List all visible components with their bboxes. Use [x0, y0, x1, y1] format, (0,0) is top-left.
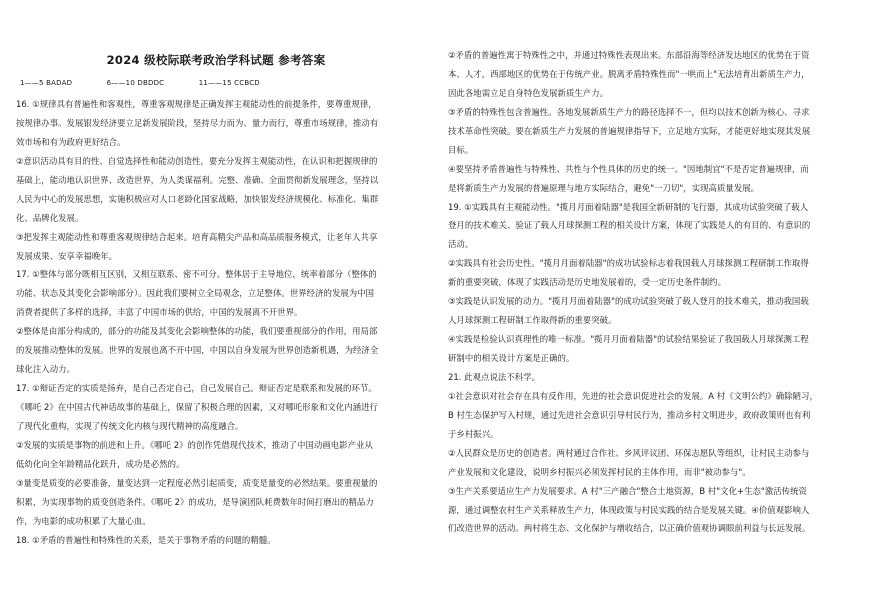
answer-line: ②矛盾的普遍性寓于特殊性之中，并通过特殊性表现出来。东部沿海等经济发达地区的优势在于资 [448, 50, 810, 60]
answer-line: ③生产关系要适应生产力发展要求。A 村"三产融合"整合土地资源，B 村"文化+生态"激活传统资 [448, 485, 807, 496]
answer-line: 源，通过调整农村生产关系释放生产力，体现政策与村民实践的结合是发展关键。④价值观影响人 [448, 504, 810, 515]
answer-line: 们改造世界的活动。两村将生态、文化保护与增收结合，以正确价值观协调眼前利益与长远发展。 [448, 523, 811, 534]
answer-line: ④实践是检验认识真理性的唯一标准。"揽月月面着陆器"的试验结果验证了我国载人月球探测工程 [448, 334, 809, 345]
answer-line: 是将新质生产力发展的普遍原理与地方实际结合，避免"一刀切"，实现高质量发展。 [448, 182, 760, 193]
choice-answer-1-5: 1——5 BADAD [20, 79, 73, 87]
answer-line: ④要坚持矛盾普遍性与特殊性、共性与个性具体的历史的统一。"因地制宜"不是否定普遍规律，而 [448, 163, 809, 174]
choice-answer-6-10: 6——10 DBDDC [106, 79, 165, 87]
answer-line: 了现代化重构，实现了传统文化内核与现代精神的高度融合。 [16, 420, 244, 431]
answer-line: ②人民群众是历史的创造者。两村通过合作社、乡风评议团、环保志愿队等组织，让村民主动参与 [448, 447, 810, 458]
answer-line: 功能、状态及其变化会影响部分）。因此我们要树立全局观念，立足整体。世界经济的发展为中国 [16, 288, 375, 299]
answer-line: 按规律办事。发展银发经济要立足新发展阶段，坚持尽力而为、量力而行，尊重市场规律，推动有 [16, 117, 379, 128]
answer-line: ③量变是质变的必要准备，量变达到一定程度必然引起质变，质变是量变的必然结果。要重视量的 [16, 477, 378, 488]
answer-line: 化、品牌化发展。 [16, 212, 84, 223]
right-answer-text [448, 46, 848, 538]
answer-line: 的发展推动整体的发展。世界的发展也离不开中国，中国以自身发展为世界创造新机遇，为经济全 [16, 345, 379, 356]
answer-line: 目标。 [448, 144, 474, 155]
page-title: 2024 级校际联考政治学科试题 参考答案 [106, 53, 326, 67]
answer-line: 球化注入动力。 [16, 364, 75, 375]
answer-line: ②意识活动具有目的性、自觉选择性和能动创造性，要充分发挥主观能动性，在认识和把握规律的 [16, 155, 378, 166]
answer-line: 活动。 [448, 239, 474, 250]
answer-line: 作，为电影的成功积累了大量心血。 [16, 515, 151, 526]
choice-answers [20, 79, 292, 87]
answer-line: 因此各地需立足自身特色发展新质生产力。 [448, 87, 609, 98]
answer-line: ②实践具有社会历史性。"揽月月面着陆器"的成功试验标志着我国载人月球探测工程研制工作取得 [448, 258, 809, 269]
answer-line: 人月球探测工程研制工作取得新的重要突破。 [448, 315, 617, 326]
answer-line: 基础上，能动地认识世界、改造世界，为人类谋福利。完整、准确、全面贯彻新发展理念，坚持以 [16, 174, 379, 185]
answer-line: 研制中的相关设计方案是正确的。 [448, 353, 575, 363]
answer-line: 新的重要突破，体现了实践活动是历史地发展着的，受一定历史条件制约。 [448, 277, 727, 288]
answer-line: 17. ①整体与部分既相互区别，又相互联系、密不可分。整体居于主导地位，统率着部分（整体的 [16, 269, 377, 280]
answer-line: 登月的技术难关、验证了载人月球探测工程的相关设计方案，体现了实践是人的有目的、有意识的 [448, 220, 811, 231]
answer-line: 发展成果、安享幸福晚年。 [16, 250, 118, 261]
choice-answer-11-15: 11——15 CCBCD [198, 79, 260, 87]
answer-line: 于乡村振兴。 [448, 428, 499, 439]
answer-line: 积累，为实现事物的质变创造条件。《哪吒 2》的成功，是导演团队耗费数年时间打磨出的精品力 [16, 496, 374, 507]
left-answer-text [16, 95, 416, 550]
answer-line: ③实践是认识发展的动力。"揽月月面着陆器"的成功试验突破了载人登月的技术难关，推动我国载 [448, 296, 809, 307]
answer-line: 19. ①实践具有主观能动性。"揽月月面着陆器"是我国全新研制的飞行器，其成功试验突破了载人 [448, 201, 809, 212]
answer-line: 18. ①矛盾的普遍性和特殊性的关系，是关于事物矛盾的问题的精髓。 [16, 534, 276, 545]
answer-line: 21. 此观点说法不科学。 [448, 371, 541, 382]
answer-line: ②整体是由部分构成的，部分的功能及其变化会影响整体的功能，我们要重视部分的作用，用局部 [16, 326, 378, 337]
answer-line: 技术革命性突破。要在新质生产力发展的普遍规律指导下，立足地方实际，才能更好地实现其发展 [448, 125, 811, 136]
answer-line: B 村生态保护写入村规，通过先进社会意识引导村民行为，推动乡村文明进步，政府政策则也有利 [448, 409, 811, 420]
answer-line: 消费者提供了多样的选择，丰富了中国市场的供给，中国的发展离不开世界。 [16, 307, 303, 318]
answer-line: ②发展的实质是事物的前进和上升。《哪吒 2》的创作凭借现代技术，推动了中国动画电影产业从 [16, 439, 373, 450]
answer-line: 17. ①辩证否定的实质是扬弃，是自己否定自己，自己发展自己。辩证否定是联系和发展的环节。 [16, 383, 377, 394]
answer-line: 16. ①规律具有普遍性和客观性，尊重客观规律是正确发挥主观能动性的前提条件，要尊重规律， [16, 99, 377, 109]
answer-line: 产业发展和文化建设，说明乡村振兴必须发挥村民的主体作用，而非"被动参与"。 [448, 466, 751, 477]
answer-line: 《哪吒 2》在中国古代神话故事的基础上，保留了积极合理的因素，又对哪吒形象和文化内涵进行 [16, 402, 378, 412]
answer-line: 人民为中心的发展思想，实施积极应对人口老龄化国家战略，加快银发经济规模化、标准化、集群 [16, 193, 379, 204]
answer-line: ③把发挥主观能动性和尊重客观规律结合起来。培育高精尖产品和高品质服务模式，让老年人共享 [16, 231, 378, 242]
answer-line: 效市场和有为政府更好结合。 [16, 136, 126, 147]
answer-line: 本、人才，西部地区的优势在于传统产业。脱离矛盾特殊性而"一哄而上"无法培育出新质生产力， [448, 68, 810, 79]
answer-line: ③矛盾的特殊性包含普遍性。各地发展新质生产力的路径选择不一，但均以技术创新为核心、寻求 [448, 106, 810, 117]
answer-line: ①社会意识对社会存在具有反作用，先进的社会意识促进社会的发展。A 村《文明公约》确除陋习， [448, 390, 818, 401]
answer-line: 低幼化向全年龄精品化跃升，成功是必然的。 [16, 458, 185, 469]
